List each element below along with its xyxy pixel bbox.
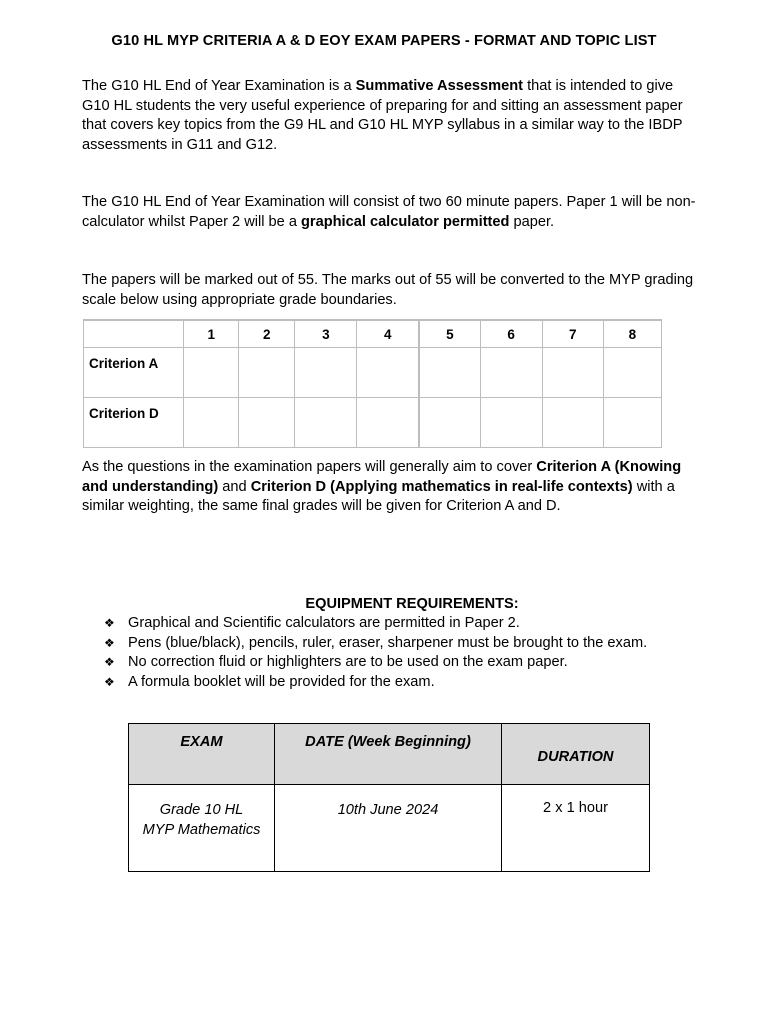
grade-header-cell: 4 — [357, 320, 419, 348]
grade-cell — [542, 398, 603, 448]
criteria-text-1: As the questions in the examination papers will generally aim to cover — [82, 459, 537, 475]
exam-duration-cell: 2 x 1 hour — [502, 785, 650, 872]
papers-text-1: The G10 HL End of Year Examination will consist of two 60 minute papers. Paper 1 will be non-calculator whilst Paper 2 will be a — [82, 194, 696, 230]
diamond-bullet-icon: ❖ — [104, 616, 115, 630]
grade-header-row — [84, 320, 662, 348]
exam-name-line2: MYP Mathematics — [142, 821, 261, 838]
grade-cell — [295, 398, 357, 448]
exam-header-row — [129, 724, 650, 785]
list-item-text: A formula booklet will be provided for the exam. — [128, 673, 435, 690]
duration-header-cell: DURATION — [502, 724, 650, 785]
exam-schedule-table — [128, 723, 650, 872]
exam-row — [129, 785, 650, 872]
grade-row-criterion-d — [84, 398, 662, 448]
marking-paragraph: The papers will be marked out of 55. The marks out of 55 will be converted to the MYP grading scale below using appropriate grade boundaries. — [82, 272, 694, 308]
papers-paragraph — [82, 193, 702, 232]
row-label: Criterion A — [84, 348, 184, 398]
diamond-bullet-icon: ❖ — [104, 674, 115, 689]
grade-header-cell: 2 — [239, 320, 295, 348]
intro-bold: Summative Assessment — [355, 78, 524, 94]
date-header-cell: DATE (Week Beginning) — [275, 724, 502, 785]
list-item-text: No correction fluid or highlighters are to be used on the exam paper. — [128, 654, 568, 670]
exam-header-cell: EXAM — [129, 724, 275, 785]
list-item-text: Graphical and Scientific calculators are permitted in Paper 2. — [128, 615, 520, 631]
grade-cell — [542, 348, 603, 398]
grade-row-criterion-a — [84, 348, 662, 398]
intro-text-2: that is intended to give G10 HL students the very useful experience of preparing for and sitting an assessment paper that covers key topics from the G9 HL and G10 HL MYP syllabus in a similar way to the IBDP assessments in G11 and G12. — [82, 78, 683, 153]
grade-cell — [239, 348, 295, 398]
grade-header-cell: 3 — [295, 320, 357, 348]
grade-cell — [184, 348, 239, 398]
grade-header-cell: 7 — [542, 320, 603, 348]
intro-paragraph — [82, 77, 702, 155]
row-label: Criterion D — [84, 398, 184, 448]
diamond-bullet-icon: ❖ — [104, 655, 115, 669]
papers-text-2: paper. — [509, 213, 555, 230]
intro-text-1: The G10 HL End of Year Examination is a — [82, 78, 356, 94]
grade-header-cell: 1 — [184, 320, 239, 348]
grade-cell — [419, 398, 480, 448]
grade-cell — [603, 348, 661, 398]
diamond-bullet-icon: ❖ — [104, 635, 115, 650]
papers-bold: graphical calculator permitted — [301, 213, 510, 230]
criteria-text-2: and — [218, 478, 251, 495]
list-item — [104, 614, 647, 634]
criterion-a-bold: Criterion A (Knowing and understanding) — [82, 459, 682, 495]
grade-header-cell — [84, 320, 184, 348]
grade-header-cell: 6 — [480, 320, 542, 348]
equipment-heading: EQUIPMENT REQUIREMENTS: — [305, 596, 519, 612]
list-item — [104, 673, 647, 693]
exam-name-cell — [129, 785, 275, 872]
grade-cell — [239, 398, 295, 448]
grade-cell — [357, 348, 419, 398]
exam-name-line1: Grade 10 HL — [159, 802, 244, 818]
exam-date-cell: 10th June 2024 — [275, 785, 502, 872]
grade-cell — [295, 348, 357, 398]
grade-cell — [480, 398, 542, 448]
grade-cell — [357, 398, 419, 448]
grade-header-cell: 8 — [603, 320, 661, 348]
equipment-list — [104, 614, 647, 692]
criteria-text-3: with a similar weighting, the same final grades will be given for Criterion A and D. — [82, 478, 675, 514]
page-title: G10 HL MYP CRITERIA A & D EOY EXAM PAPERS - FORMAT AND TOPIC LIST — [111, 33, 657, 49]
list-item — [104, 653, 647, 673]
criterion-d-bold: Criterion D (Applying mathematics in real-life contexts) — [250, 478, 633, 495]
list-item — [104, 634, 647, 654]
list-item-text: Pens (blue/black), pencils, ruler, eraser, sharpener must be brought to the exam. — [128, 634, 648, 651]
grade-cell — [184, 398, 239, 448]
grade-boundary-table — [83, 319, 662, 448]
grade-cell — [480, 348, 542, 398]
grade-cell — [603, 398, 661, 448]
grade-cell — [419, 348, 480, 398]
criteria-paragraph — [82, 458, 702, 517]
grade-header-cell: 5 — [419, 320, 480, 348]
